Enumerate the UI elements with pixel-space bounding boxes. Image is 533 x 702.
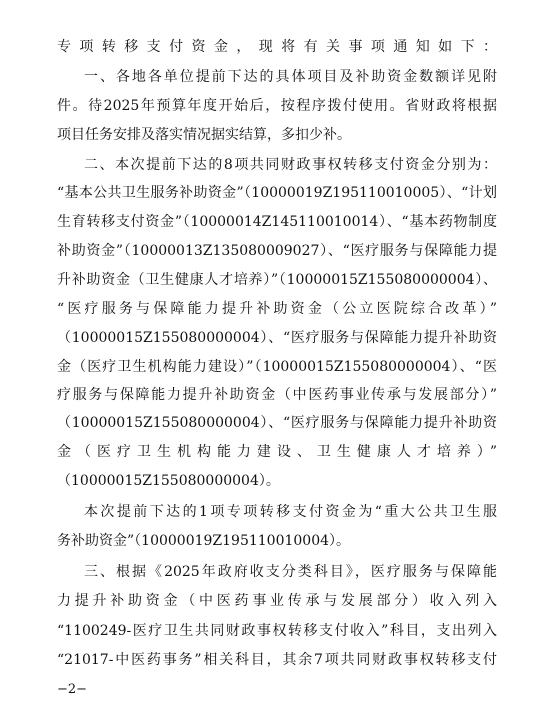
text-line-5: 二、本次提前下达的8项共同财政事权转移支付资金分别为： <box>84 157 497 173</box>
text-line-15: 金（医疗卫生机构能力建设、卫生健康人才培养）” <box>57 444 497 460</box>
text-line-2: 一、各地各单位提前下达的具体项目及补助资金数额详见附 <box>84 69 497 85</box>
text-line-3: 件。待2025年预算年度开始后，按程序拨付使用。省财政将根据 <box>57 98 497 114</box>
text-line-17: 本次提前下达的1项专项转移支付资金为“重大公共卫生服 <box>84 504 497 520</box>
text-line-22: “21017-中医药事务”相关科目，其余7项共同财政事权转移支付 <box>57 652 497 668</box>
text-line-13: 疗服务与保障能力提升补助资金（中医药事业传承与发展部分）” <box>57 387 497 403</box>
text-line-9: 升补助资金（卫生健康人才培养）”（10000015Z155080000004）、 <box>57 272 497 288</box>
text-line-19: 三、根据《2025年政府收支分类科目》，医疗服务与保障能 <box>84 564 497 580</box>
page-number: −2− <box>57 682 88 697</box>
text-line-4: 项目任务安排及落实情况据实结算，多扣少补。 <box>57 127 351 143</box>
text-line-8: 补助资金”（10000013Z135080009027）、“医疗服务与保障能力提 <box>57 243 497 259</box>
text-line-20: 力提升补助资金（中医药事业传承与发展部分）收入列入 <box>57 593 497 609</box>
text-line-6: “基本公共卫生服务补助资金”（10000019Z195110010005）、“计划 <box>57 185 497 201</box>
text-line-10: “医疗服务与保障能力提升补助资金（公立医院综合改革）” <box>57 301 497 317</box>
text-line-21: “1100249-医疗卫生共同财政事权转移支付收入”科目，支出列入 <box>57 623 497 639</box>
text-line-7: 生育转移支付资金”（10000014Z145110010014）、“基本药物制度 <box>57 214 497 230</box>
text-line-12: 金（医疗卫生机构能力建设）”（10000015Z155080000004）、“医 <box>57 359 497 375</box>
text-line-18: 务补助资金”（10000019Z195110010004）。 <box>57 533 351 549</box>
text-line-11: （10000015Z155080000004）、“医疗服务与保障能力提升补助资 <box>57 330 497 346</box>
text-line-14: （10000015Z155080000004）、“医疗服务与保障能力提升补助资 <box>57 415 497 431</box>
text-line-1: 专项转移支付资金，现将有关事项通知如下： <box>57 39 497 55</box>
text-line-16: （10000015Z155080000004）。 <box>57 473 280 489</box>
